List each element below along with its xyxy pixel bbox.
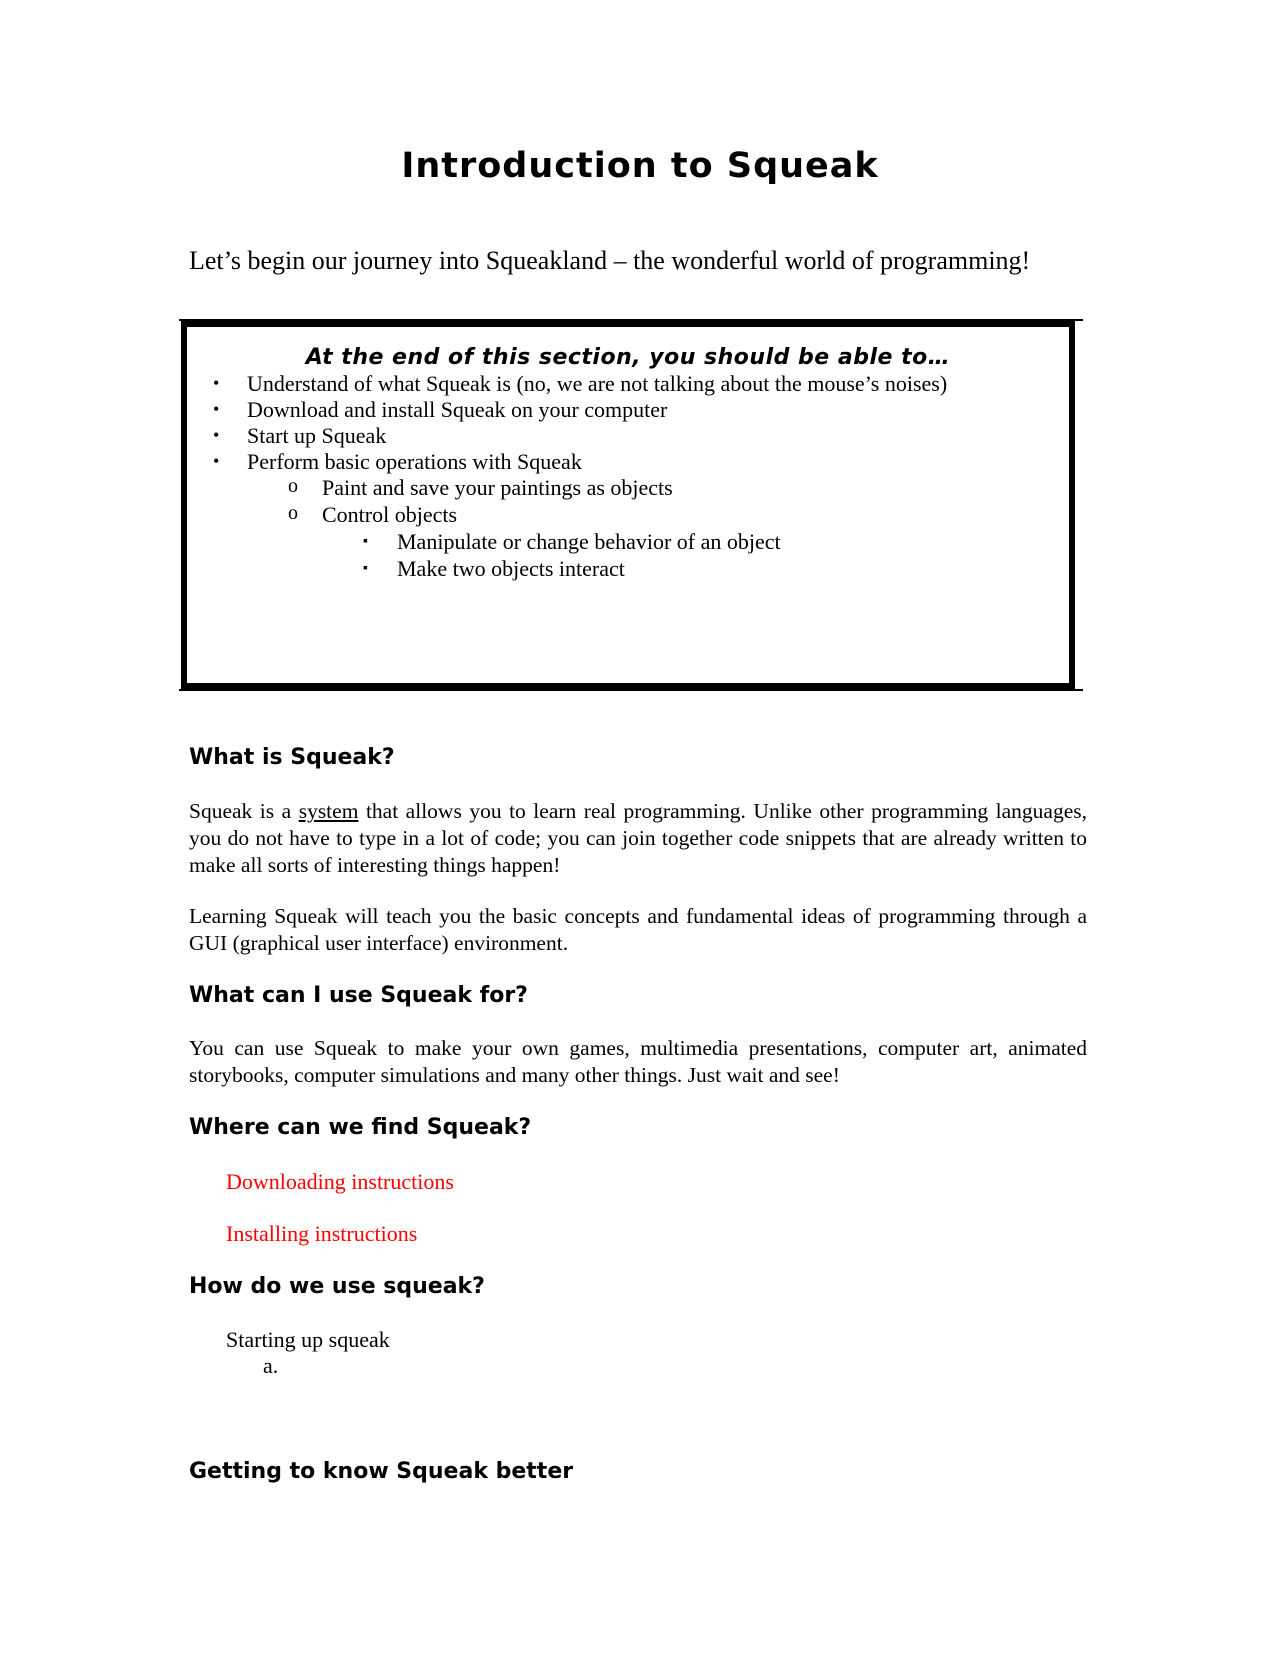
objective-subitem: o Paint and save your paintings as objects — [288, 475, 673, 500]
objectives-heading: At the end of this section, you should be able to… — [305, 345, 951, 370]
section-heading-use-for: What can I use Squeak for? — [189, 983, 528, 1008]
downloading-instructions-link[interactable]: Downloading instructions — [226, 1169, 454, 1194]
square-bullet-icon: ▪ — [363, 534, 368, 549]
use-for-paragraph: You can use Squeak to make your own games, multimedia presentations, computer art, animated storybooks, computer simulations and many other things. Just wait and see! — [189, 1036, 1087, 1087]
objectives-box — [181, 321, 1075, 689]
starting-up-item: Starting up squeak — [226, 1327, 390, 1352]
installing-instructions-link[interactable]: Installing instructions — [226, 1221, 418, 1246]
bullet-icon: • — [213, 451, 220, 471]
bullet-icon: • — [213, 373, 220, 393]
bullet-icon: • — [213, 399, 220, 419]
objective-item: • Start up Squeak — [213, 423, 387, 448]
list-marker: a. — [263, 1353, 279, 1378]
section-heading-find: Where can we find Squeak? — [189, 1115, 532, 1140]
square-bullet-icon: ▪ — [363, 561, 368, 576]
objective-item: • Perform basic operations with Squeak — [213, 449, 582, 474]
what-is-paragraph-2: Learning Squeak will teach you the basic concepts and fundamental ideas of programming through a GUI (graphical user interface) environment. — [189, 904, 1087, 955]
objective-item: • Understand of what Squeak is (no, we are not talking about the mouse’s noises) — [213, 371, 948, 396]
circle-bullet-icon: o — [288, 502, 298, 524]
objective-subsubitem: ▪ Manipulate or change behavior of an object — [363, 529, 781, 554]
objective-subitem: o Control objects — [288, 502, 458, 527]
what-is-paragraph-1: Squeak is a system that allows you to learn real programming. Unlike other programming languages, you do not have to type in a lot of code; you can join together code snippets that are already written to make all sorts of interesting things happen! — [189, 799, 1087, 877]
system-term: system — [298, 799, 359, 823]
section-heading-how-use: How do we use squeak? — [189, 1274, 485, 1299]
intro-text: Let’s begin our journey into Squeakland – the wonderful world of programming! — [189, 246, 1031, 275]
circle-bullet-icon: o — [288, 475, 298, 497]
page-title: Introduction to Squeak — [401, 146, 879, 186]
objective-item: • Download and install Squeak on your computer — [213, 397, 668, 422]
section-heading-better: Getting to know Squeak better — [189, 1459, 574, 1484]
bullet-icon: • — [213, 425, 220, 445]
section-heading-what-is: What is Squeak? — [189, 745, 395, 770]
objective-subsubitem: ▪ Make two objects interact — [363, 556, 625, 581]
